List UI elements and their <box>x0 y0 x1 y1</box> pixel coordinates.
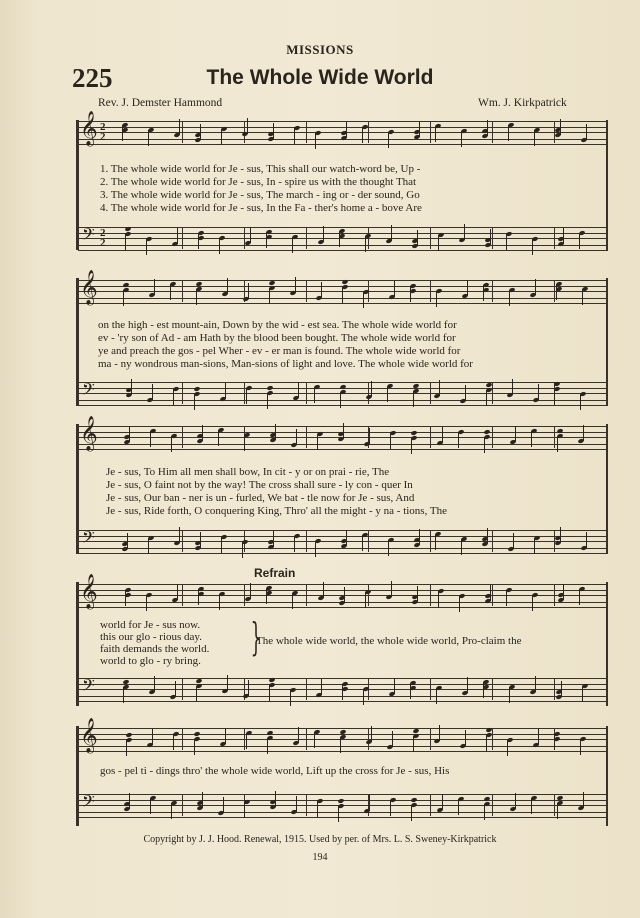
note-stem <box>363 689 364 705</box>
note-stem <box>388 540 389 556</box>
note-stem <box>196 289 197 305</box>
barline <box>368 584 369 606</box>
barline <box>430 382 431 404</box>
barline <box>492 382 493 404</box>
barline <box>244 584 245 606</box>
note-stem <box>179 119 180 135</box>
note-stem <box>580 739 581 755</box>
note-stem <box>152 729 153 745</box>
verse-line-1: Je - sus, To Him all men shall bow, In cit - y or on prai - rie, The <box>106 466 390 478</box>
note-stem <box>150 431 151 447</box>
note-stem <box>221 129 222 145</box>
note-stem <box>442 427 443 443</box>
note-stem <box>467 280 468 296</box>
verse-line-1: gos - pel ti - dings thro' the whole wide world, Lift up the cross for Je - sus, His <box>100 765 450 777</box>
note-stem <box>515 426 516 442</box>
note-stem <box>557 803 558 819</box>
note-stem <box>365 236 366 252</box>
note-stem <box>154 279 155 295</box>
barline <box>430 530 431 552</box>
refrain-lyric-line: The whole wide world, the whole wide world, Pro-claim the <box>256 635 522 647</box>
treble-clef-icon: 𝄞 <box>80 416 98 451</box>
note-stem <box>442 794 443 810</box>
barline <box>430 794 431 816</box>
lyricist-credit: Rev. J. Demster Hammond <box>98 97 223 109</box>
note-stem <box>292 593 293 609</box>
verse-line-1: 1. The whole wide world for Je - sus, This shall our watch-word be, Up - <box>100 163 421 175</box>
note-stem <box>413 391 414 407</box>
note-stem <box>242 542 243 558</box>
note-stem <box>179 527 180 543</box>
note-stem <box>362 535 363 551</box>
note-stem <box>269 685 270 701</box>
note-stem <box>557 436 558 452</box>
note-stem <box>486 390 487 406</box>
note-stem <box>435 534 436 550</box>
note-stem <box>391 581 392 597</box>
note-stem <box>435 126 436 142</box>
note-stem <box>534 130 535 146</box>
note-stem <box>508 125 509 141</box>
note-stem <box>392 731 393 747</box>
note-stem <box>146 239 147 255</box>
barline <box>554 794 555 816</box>
note-stem <box>582 686 583 702</box>
note-stem <box>365 592 366 608</box>
note-stem <box>294 536 295 552</box>
note-stem <box>227 675 228 691</box>
note-stem <box>554 389 555 405</box>
note-stem <box>391 225 392 241</box>
barline <box>430 678 431 700</box>
note-stem <box>413 736 414 752</box>
note-stem <box>411 805 412 821</box>
time-signature: 2 2 <box>100 121 106 143</box>
barline <box>306 728 307 750</box>
note-stem <box>221 537 222 553</box>
note-stem <box>538 729 539 745</box>
note-stem <box>146 595 147 611</box>
barline <box>430 426 431 448</box>
verse-line-1: world for Je - sus now. <box>100 619 201 631</box>
barline <box>492 794 493 816</box>
note-stem <box>248 680 249 696</box>
note-stem <box>458 799 459 815</box>
barline <box>492 728 493 750</box>
verse-line-4: Je - sus, Ride forth, O conquering King, Thro' all the might - y na - tions, The <box>106 505 447 517</box>
barline <box>554 584 555 606</box>
note-stem <box>177 228 178 244</box>
note-stem <box>296 429 297 445</box>
barline <box>368 530 369 552</box>
note-stem <box>296 796 297 812</box>
note-stem <box>438 235 439 251</box>
bass-clef-icon: 𝄢 <box>82 379 95 403</box>
treble-clef-icon: 𝄞 <box>80 574 98 609</box>
note-stem <box>461 131 462 147</box>
note-stem <box>321 282 322 298</box>
barline <box>554 426 555 448</box>
note-stem <box>250 583 251 599</box>
note-stem <box>390 433 391 449</box>
note-stem <box>531 431 532 447</box>
barline <box>554 227 555 249</box>
note-stem <box>150 798 151 814</box>
note-stem <box>244 802 245 818</box>
note-stem <box>579 589 580 605</box>
note-stem <box>534 538 535 554</box>
note-stem <box>509 290 510 306</box>
note-stem <box>294 128 295 144</box>
verse-line-1: on the high - est mount-ain, Down by the wid - est sea. The whole wide world for <box>98 319 457 331</box>
note-stem <box>509 687 510 703</box>
barline <box>244 227 245 249</box>
verse-line-3: Je - sus, Our ban - ner is un - furled, We bat - tle now for Je - sus, And <box>106 492 415 504</box>
note-stem <box>363 292 364 308</box>
note-stem <box>269 288 270 304</box>
note-stem <box>436 688 437 704</box>
note-stem <box>315 133 316 149</box>
barline <box>430 121 431 143</box>
note-stem <box>196 686 197 702</box>
note-stem <box>148 538 149 554</box>
page-number: 194 <box>312 852 328 863</box>
note-stem <box>152 384 153 400</box>
verse-line-2: ev - 'ry son of Ad - am Hath by the blood been bought. The whole wide world for <box>98 332 456 344</box>
barline <box>182 121 183 143</box>
note-stem <box>123 290 124 306</box>
barline <box>182 280 183 302</box>
note-stem <box>535 279 536 295</box>
note-stem <box>461 539 462 555</box>
note-stem <box>154 676 155 692</box>
note-stem <box>342 287 343 303</box>
verse-line-2: Je - sus, O faint not by the way! The cross shall sure - ly con - quer In <box>106 479 413 491</box>
note-stem <box>369 795 370 811</box>
note-stem <box>225 728 226 744</box>
note-stem <box>465 730 466 746</box>
barline <box>492 280 493 302</box>
note-stem <box>219 594 220 610</box>
verse-line-4: ma - ny wondrous man-sions, Man-sions of light and love. The whole wide world for <box>98 358 473 370</box>
note-stem <box>298 382 299 398</box>
note-stem <box>582 289 583 305</box>
note-stem <box>439 380 440 396</box>
barline <box>182 678 183 700</box>
note-stem <box>388 132 389 148</box>
note-stem <box>486 735 487 751</box>
barline <box>492 584 493 606</box>
note-stem <box>218 430 219 446</box>
note-stem <box>438 591 439 607</box>
bass-clef-icon: 𝄢 <box>82 675 95 699</box>
barline <box>306 280 307 302</box>
note-stem <box>315 541 316 557</box>
note-stem <box>371 381 372 397</box>
note-stem <box>515 793 516 809</box>
note-stem <box>340 392 341 408</box>
note-stem <box>295 277 296 293</box>
verse-line-2: this our glo - rious day. <box>100 631 202 643</box>
note-stem <box>464 224 465 240</box>
barline <box>182 728 183 750</box>
note-stem <box>177 584 178 600</box>
barline <box>182 794 183 816</box>
barline <box>492 678 493 700</box>
note-stem <box>579 233 580 249</box>
note-stem <box>171 436 172 452</box>
note-stem <box>362 127 363 143</box>
bass-clef-icon: 𝄢 <box>82 527 95 551</box>
barline <box>368 121 369 143</box>
hymn-title: The Whole Wide World <box>206 66 434 89</box>
barline <box>368 382 369 404</box>
note-stem <box>247 118 248 134</box>
note-stem <box>390 800 391 816</box>
note-stem <box>219 238 220 254</box>
note-stem <box>194 739 195 755</box>
note-stem <box>513 533 514 549</box>
note-stem <box>371 726 372 742</box>
bass-clef-icon: 𝄢 <box>82 224 95 248</box>
note-stem <box>173 734 174 750</box>
verse-line-4: 4. The whole wide world for Je - sus, In the Fa - ther's home a - bove Are <box>100 202 422 214</box>
note-stem <box>123 687 124 703</box>
note-stem <box>583 425 584 441</box>
note-stem <box>465 385 466 401</box>
barline <box>430 584 431 606</box>
verse-line-3: faith demands the world. <box>100 643 210 655</box>
note-stem <box>248 283 249 299</box>
barline <box>492 530 493 552</box>
treble-clef-icon: 𝄞 <box>80 718 98 753</box>
note-stem <box>323 582 324 598</box>
note-stem <box>340 737 341 753</box>
barline <box>492 121 493 143</box>
note-stem <box>317 801 318 817</box>
barline <box>306 382 307 404</box>
barline <box>306 584 307 606</box>
barline <box>430 227 431 249</box>
barline <box>182 382 183 404</box>
composer-credit: Wm. J. Kirkpatrick <box>478 97 567 109</box>
note-stem <box>369 428 370 444</box>
time-signature: 2 2 <box>100 227 106 249</box>
note-stem <box>250 227 251 243</box>
note-stem <box>267 738 268 754</box>
note-stem <box>194 394 195 410</box>
verse-line-4: world to glo - ry bring. <box>100 655 201 667</box>
note-stem <box>394 281 395 297</box>
note-stem <box>170 284 171 300</box>
note-stem <box>512 379 513 395</box>
verse-line-2: 2. The whole wide world for Je - sus, In - spire us with the thought That <box>100 176 417 188</box>
note-stem <box>321 679 322 695</box>
barline <box>492 426 493 448</box>
verse-brace: } <box>250 615 262 659</box>
refrain-label: Refrain <box>254 566 296 580</box>
note-stem <box>394 678 395 694</box>
note-stem <box>532 239 533 255</box>
note-stem <box>535 676 536 692</box>
note-stem <box>171 803 172 819</box>
barline <box>306 227 307 249</box>
note-stem <box>292 237 293 253</box>
note-stem <box>583 792 584 808</box>
note-stem <box>507 740 508 756</box>
note-stem <box>506 590 507 606</box>
verse-line-3: ye and preach the gos - pel Wher - ev - er man is found. The whole wide world for <box>98 345 461 357</box>
barline <box>182 426 183 448</box>
note-stem <box>173 389 174 405</box>
note-stem <box>175 681 176 697</box>
note-stem <box>314 387 315 403</box>
barline <box>306 794 307 816</box>
note-stem <box>223 797 224 813</box>
barline <box>182 530 183 552</box>
barline <box>244 382 245 404</box>
note-stem <box>538 384 539 400</box>
copyright-notice: Copyright by J. J. Hood. Renewal, 1915. Used by per. of Mrs. L. S. Sweney-Kirkpatrick <box>143 834 497 845</box>
note-stem <box>436 291 437 307</box>
barline <box>430 280 431 302</box>
note-stem <box>227 278 228 294</box>
note-stem <box>411 438 412 454</box>
note-stem <box>317 434 318 450</box>
verse-line-3: 3. The whole wide world for Je - sus, The march - ing or - der sound, Go <box>100 189 420 201</box>
note-stem <box>125 234 126 250</box>
note-stem <box>225 383 226 399</box>
note-stem <box>459 596 460 612</box>
note-stem <box>314 732 315 748</box>
note-stem <box>580 394 581 410</box>
note-stem <box>467 677 468 693</box>
barline <box>306 426 307 448</box>
note-stem <box>387 386 388 402</box>
note-stem <box>586 124 587 140</box>
barline <box>182 584 183 606</box>
barline <box>492 227 493 249</box>
barline <box>306 121 307 143</box>
note-stem <box>439 725 440 741</box>
barline <box>306 530 307 552</box>
note-stem <box>246 733 247 749</box>
barline <box>182 227 183 249</box>
barline <box>430 728 431 750</box>
hymn-number: 225 <box>72 63 113 93</box>
note-stem <box>246 388 247 404</box>
note-stem <box>126 740 127 756</box>
note-stem <box>298 727 299 743</box>
note-stem <box>484 437 485 453</box>
note-stem <box>244 435 245 451</box>
treble-clef-icon: 𝄞 <box>80 270 98 305</box>
note-stem <box>586 532 587 548</box>
section-heading: MISSIONS <box>286 42 354 57</box>
note-stem <box>323 226 324 242</box>
note-stem <box>506 234 507 250</box>
note-stem <box>532 595 533 611</box>
note-stem <box>148 130 149 146</box>
note-stem <box>267 393 268 409</box>
note-stem <box>290 690 291 706</box>
note-stem <box>484 804 485 820</box>
barline <box>244 728 245 750</box>
note-stem <box>338 806 339 822</box>
bass-clef-icon: 𝄢 <box>82 791 95 815</box>
barline <box>306 678 307 700</box>
note-stem <box>458 432 459 448</box>
treble-clef-icon: 𝄞 <box>80 111 98 146</box>
note-stem <box>531 798 532 814</box>
